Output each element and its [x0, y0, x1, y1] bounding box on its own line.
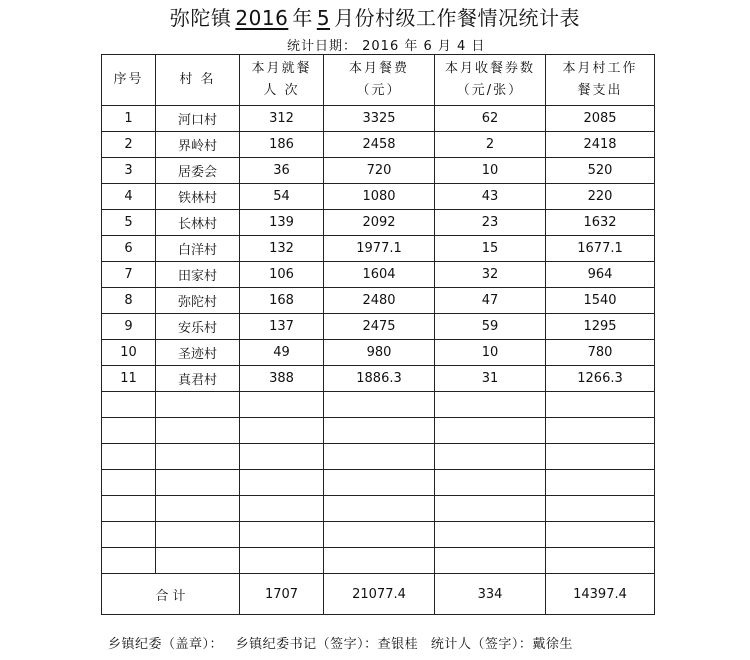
cell-cost: 2480 — [324, 288, 435, 314]
cell-expense — [546, 548, 655, 574]
cell-village — [156, 418, 240, 444]
cell-cost: 2475 — [324, 314, 435, 340]
title-month: 5 — [316, 6, 331, 30]
cell-diners: 132 — [240, 236, 324, 262]
table-row — [102, 210, 655, 236]
cell-diners — [240, 522, 324, 548]
cell-vouchers: 2 — [435, 132, 546, 158]
cell-expense: 1266.3 — [546, 366, 655, 392]
cell-vouchers: 43 — [435, 184, 546, 210]
cell-expense: 964 — [546, 262, 655, 288]
cell-vouchers — [435, 522, 546, 548]
cell-village: 弥陀村 — [156, 288, 240, 314]
table-row — [102, 366, 655, 392]
cell-village — [156, 470, 240, 496]
cell-vouchers: 32 — [435, 262, 546, 288]
cell-seq — [102, 522, 156, 548]
cell-seq — [102, 418, 156, 444]
cell-expense — [546, 470, 655, 496]
cell-vouchers: 47 — [435, 288, 546, 314]
footer-committee: 乡镇纪委（盖章）： — [108, 637, 224, 652]
cell-seq — [102, 392, 156, 418]
table-row — [102, 496, 655, 522]
cell-vouchers — [435, 496, 546, 522]
cell-village: 界岭村 — [156, 132, 240, 158]
cell-cost: 1604 — [324, 262, 435, 288]
cell-expense — [546, 444, 655, 470]
cell-expense: 2085 — [546, 106, 655, 132]
total-row — [102, 574, 655, 615]
header-vouchers — [435, 55, 546, 106]
table-row — [102, 132, 655, 158]
header-expense-line1: 本月村工作 — [562, 61, 638, 76]
cell-cost — [324, 496, 435, 522]
cell-cost — [324, 522, 435, 548]
cell-cost: 1977.1 — [324, 236, 435, 262]
cell-vouchers — [435, 418, 546, 444]
cell-vouchers: 15 — [435, 236, 546, 262]
cell-village: 居委会 — [156, 158, 240, 184]
cell-diners — [240, 470, 324, 496]
cell-vouchers: 23 — [435, 210, 546, 236]
cell-vouchers — [435, 470, 546, 496]
statistics-table — [101, 54, 655, 615]
statistics-date: 统计日期： 2016 年 6 月 4 日 — [287, 39, 486, 54]
header-expense — [546, 55, 655, 106]
header-seq: 序号 — [102, 55, 156, 106]
cell-diners — [240, 548, 324, 574]
header-diners — [240, 55, 324, 106]
cell-expense — [546, 496, 655, 522]
cell-cost: 1080 — [324, 184, 435, 210]
cell-diners: 388 — [240, 366, 324, 392]
cell-seq — [102, 470, 156, 496]
cell-diners — [240, 392, 324, 418]
total-diners: 1707 — [240, 574, 324, 615]
footer-secretary: 乡镇纪委书记（签字）：查银桂 — [235, 637, 419, 652]
cell-expense — [546, 522, 655, 548]
cell-village — [156, 522, 240, 548]
cell-village — [156, 392, 240, 418]
cell-seq: 11 — [102, 366, 156, 392]
header-village: 村 名 — [156, 55, 240, 106]
cell-diners — [240, 444, 324, 470]
cell-seq — [102, 548, 156, 574]
cell-seq: 9 — [102, 314, 156, 340]
total-vouchers: 334 — [435, 574, 546, 615]
cell-vouchers: 62 — [435, 106, 546, 132]
cell-diners: 106 — [240, 262, 324, 288]
header-cost-line1: 本月餐费 — [348, 61, 409, 76]
cell-cost — [324, 392, 435, 418]
table-row — [102, 522, 655, 548]
title-prefix: 弥陀镇 — [169, 6, 232, 30]
table-row — [102, 106, 655, 132]
header-vouchers-line2: （元/张） — [456, 83, 524, 98]
cell-expense: 2418 — [546, 132, 655, 158]
cell-diners: 49 — [240, 340, 324, 366]
footer-statistician: 统计人（签字）：戴徐生 — [430, 637, 573, 652]
cell-expense: 1632 — [546, 210, 655, 236]
cell-village: 河口村 — [156, 106, 240, 132]
cell-expense: 1295 — [546, 314, 655, 340]
cell-expense: 220 — [546, 184, 655, 210]
cell-diners: 139 — [240, 210, 324, 236]
cell-diners: 137 — [240, 314, 324, 340]
cell-village — [156, 496, 240, 522]
cell-vouchers — [435, 392, 546, 418]
cell-vouchers — [435, 548, 546, 574]
cell-village: 田家村 — [156, 262, 240, 288]
document-title — [0, 6, 750, 30]
cell-village — [156, 444, 240, 470]
table-row — [102, 548, 655, 574]
cell-expense: 1540 — [546, 288, 655, 314]
cell-village — [156, 548, 240, 574]
header-row — [102, 55, 655, 106]
cell-diners — [240, 418, 324, 444]
cell-seq: 2 — [102, 132, 156, 158]
cell-seq: 8 — [102, 288, 156, 314]
cell-diners: 54 — [240, 184, 324, 210]
total-expense: 14397.4 — [546, 574, 655, 615]
cell-cost — [324, 418, 435, 444]
cell-diners: 312 — [240, 106, 324, 132]
cell-seq: 6 — [102, 236, 156, 262]
signature-footer — [108, 633, 581, 652]
cell-cost: 2092 — [324, 210, 435, 236]
cell-seq — [102, 496, 156, 522]
cell-seq — [102, 444, 156, 470]
cell-cost: 3325 — [324, 106, 435, 132]
cell-cost — [324, 548, 435, 574]
cell-cost: 980 — [324, 340, 435, 366]
cell-expense — [546, 392, 655, 418]
cell-village: 安乐村 — [156, 314, 240, 340]
cell-cost: 2458 — [324, 132, 435, 158]
cell-diners: 36 — [240, 158, 324, 184]
cell-diners: 168 — [240, 288, 324, 314]
cell-seq: 4 — [102, 184, 156, 210]
title-suffix: 月份村级工作餐情况统计表 — [334, 6, 581, 30]
header-expense-line2: 餐支出 — [577, 83, 623, 98]
table-row — [102, 340, 655, 366]
header-diners-line2: 人 次 — [263, 83, 300, 98]
table-row — [102, 262, 655, 288]
cell-seq: 3 — [102, 158, 156, 184]
cell-expense: 1677.1 — [546, 236, 655, 262]
cell-seq: 1 — [102, 106, 156, 132]
cell-diners: 186 — [240, 132, 324, 158]
cell-expense: 520 — [546, 158, 655, 184]
cell-expense — [546, 418, 655, 444]
header-cost — [324, 55, 435, 106]
cell-vouchers: 10 — [435, 340, 546, 366]
cell-vouchers — [435, 444, 546, 470]
title-year: 2016 — [235, 6, 289, 30]
total-cost: 21077.4 — [324, 574, 435, 615]
table-row — [102, 288, 655, 314]
cell-diners — [240, 496, 324, 522]
table-row — [102, 418, 655, 444]
title-year-unit: 年 — [292, 6, 313, 30]
cell-vouchers: 59 — [435, 314, 546, 340]
cell-village: 白洋村 — [156, 236, 240, 262]
table-row — [102, 444, 655, 470]
cell-vouchers: 31 — [435, 366, 546, 392]
table-row — [102, 236, 655, 262]
cell-cost — [324, 470, 435, 496]
cell-expense: 780 — [546, 340, 655, 366]
cell-seq: 7 — [102, 262, 156, 288]
table-row — [102, 158, 655, 184]
cell-seq: 5 — [102, 210, 156, 236]
cell-seq: 10 — [102, 340, 156, 366]
cell-village: 圣迹村 — [156, 340, 240, 366]
header-diners-line1: 本月就餐 — [251, 61, 312, 76]
header-vouchers-line1: 本月收餐券数 — [444, 61, 535, 76]
table-row — [102, 184, 655, 210]
cell-village: 铁林村 — [156, 184, 240, 210]
cell-vouchers: 10 — [435, 158, 546, 184]
cell-village: 长林村 — [156, 210, 240, 236]
cell-cost: 1886.3 — [324, 366, 435, 392]
table-row — [102, 470, 655, 496]
header-cost-line2: （元） — [356, 83, 402, 98]
cell-cost: 720 — [324, 158, 435, 184]
cell-cost — [324, 444, 435, 470]
table-row — [102, 392, 655, 418]
cell-village: 真君村 — [156, 366, 240, 392]
table-row — [102, 314, 655, 340]
total-label: 合 计 — [102, 574, 240, 615]
